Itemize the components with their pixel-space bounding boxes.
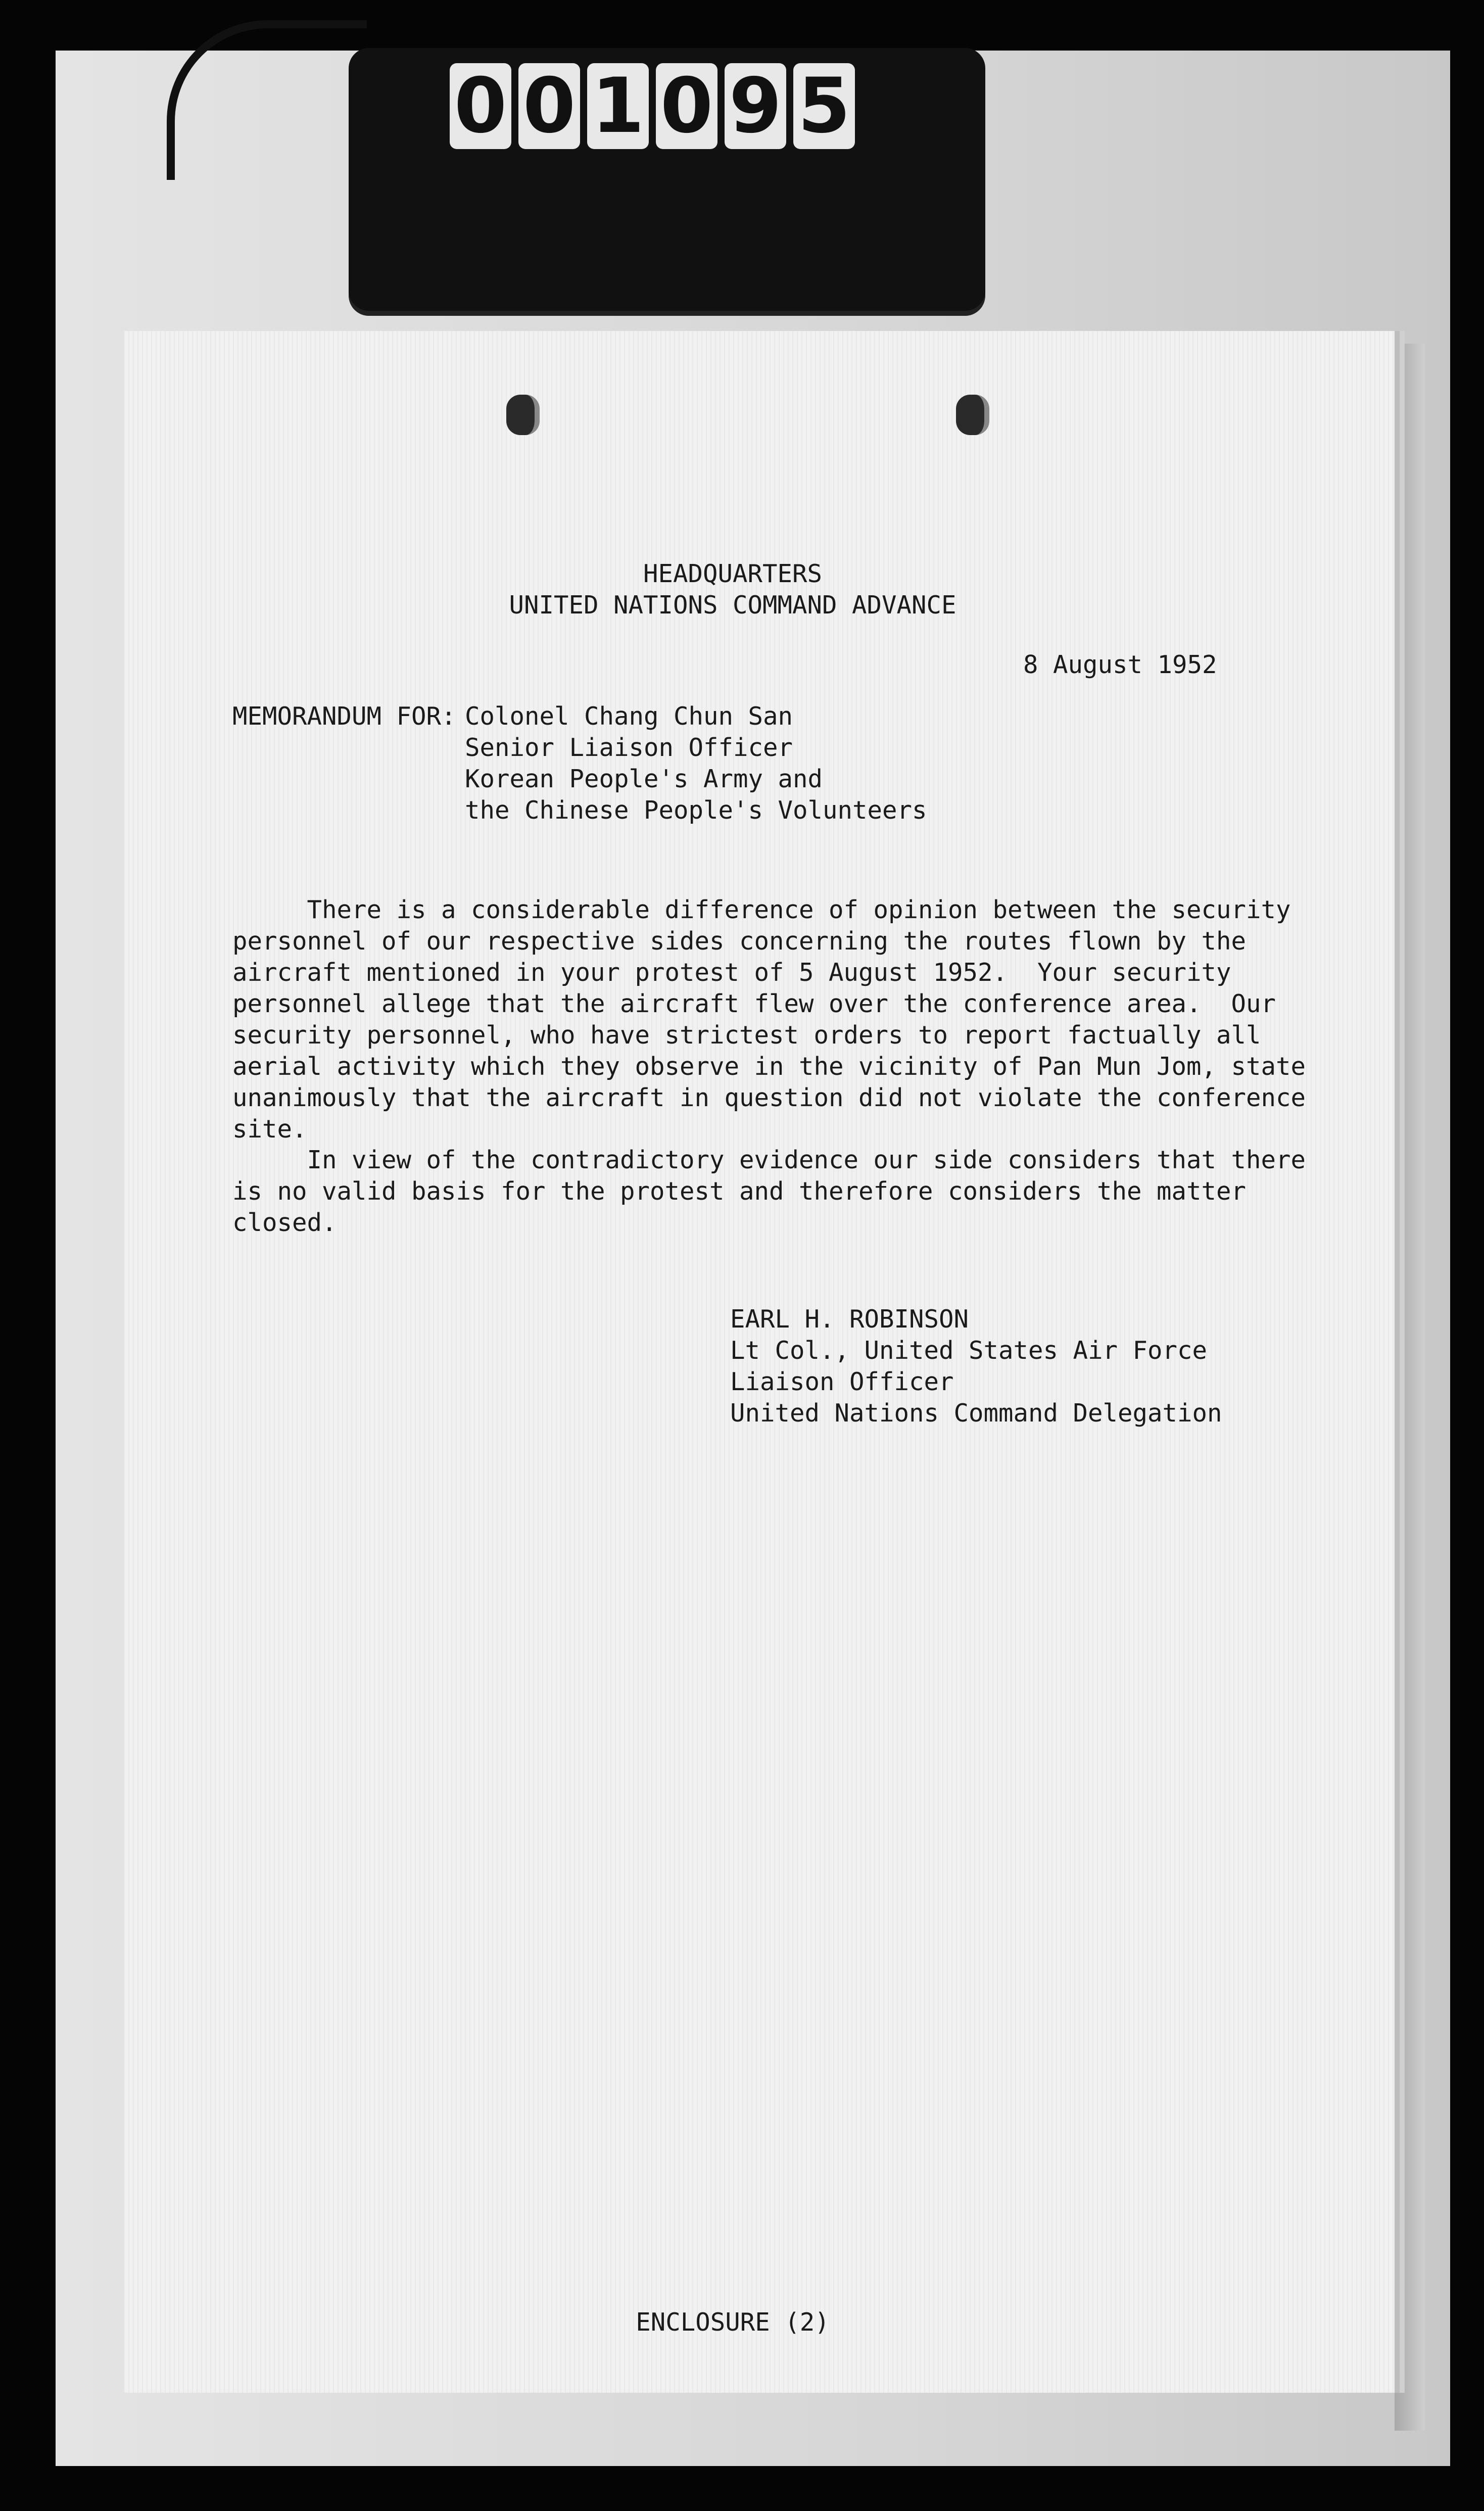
recipient-line: Colonel Chang Chun San: [465, 702, 793, 731]
paragraph-1-line: security personnel, who have strictest orders to report factually all: [232, 1021, 1261, 1050]
signature-organization: United Nations Command Delegation: [730, 1399, 1222, 1428]
paper-stack-edge: [1395, 344, 1425, 2431]
letterhead-line-2: UNITED NATIONS COMMAND ADVANCE: [509, 591, 956, 620]
paragraph-1-line: site.: [232, 1115, 307, 1144]
counter-digit: 0: [656, 63, 717, 149]
paragraph-2-line: closed.: [232, 1208, 337, 1237]
counter-digit: 1: [587, 63, 649, 149]
frame-counter: [349, 48, 985, 311]
recipient-line: Korean People's Army and: [465, 765, 823, 793]
memo-page: [124, 331, 1395, 2393]
counter-digit: 0: [518, 63, 580, 149]
paragraph-1-line: There is a considerable difference of opinion between the security: [232, 895, 1291, 924]
paragraph-1-line: personnel allege that the aircraft flew over the conference area. Our: [232, 989, 1276, 1018]
frame-counter-digits: [450, 63, 855, 149]
signature-name: EARL H. ROBINSON: [730, 1305, 969, 1334]
recipient-line: Senior Liaison Officer: [465, 733, 793, 762]
paragraph-1-line: personnel of our respective sides concerning the routes flown by the: [232, 927, 1247, 956]
signature-rank: Lt Col., United States Air Force: [730, 1336, 1208, 1365]
paragraph-1-line: aerial activity which they observe in the vicinity of Pan Mun Jom, state: [232, 1052, 1306, 1081]
counter-digit: 0: [450, 63, 511, 149]
counter-digit: 5: [793, 63, 855, 149]
letterhead-line-1: HEADQUARTERS: [643, 559, 822, 588]
enclosure-label: ENCLOSURE (2): [636, 2308, 830, 2337]
recipient-line: the Chinese People's Volunteers: [465, 796, 927, 825]
signature-title: Liaison Officer: [730, 1367, 954, 1396]
punch-hole: [956, 395, 989, 435]
memo-date: 8 August 1952: [1023, 650, 1217, 679]
punch-hole: [506, 395, 540, 435]
paragraph-1-line: unanimously that the aircraft in question did not violate the conference: [232, 1083, 1306, 1112]
counter-digit: 9: [725, 63, 786, 149]
paragraph-2-line: is no valid basis for the protest and therefore considers the matter: [232, 1177, 1247, 1206]
paragraph-2-line: In view of the contradictory evidence our side considers that there: [232, 1146, 1306, 1174]
memorandum-label: MEMORANDUM FOR:: [232, 702, 456, 731]
paragraph-1-line: aircraft mentioned in your protest of 5 August 1952. Your security: [232, 958, 1231, 987]
